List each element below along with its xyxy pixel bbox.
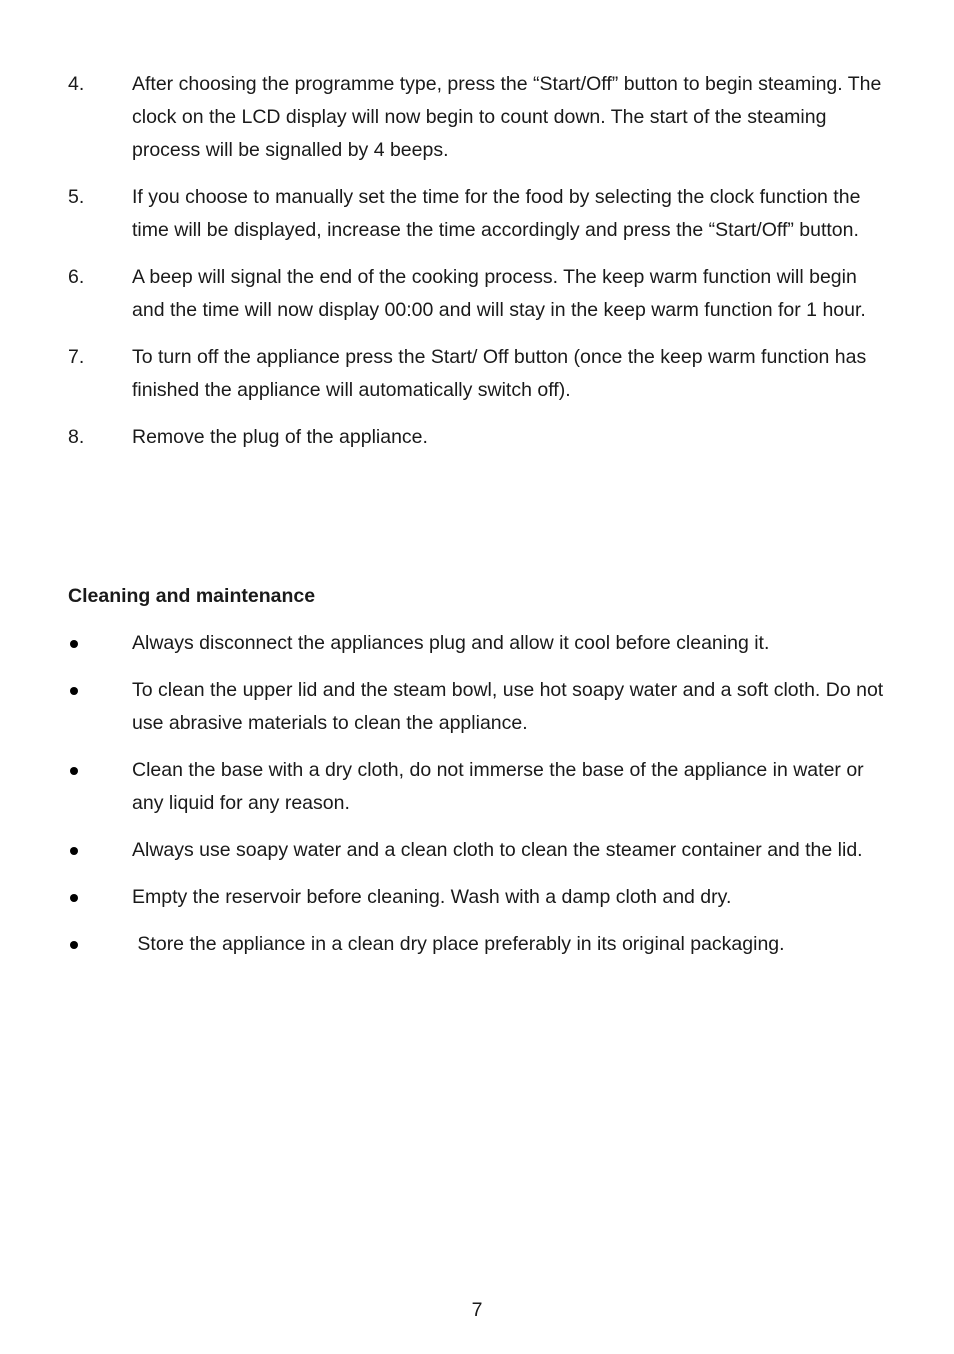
cleaning-list (68, 627, 888, 975)
step-text: After choosing the programme type, press the “Start/Off” button to begin steaming. The clock on the LCD display will now begin to count down. The start of the steaming process will be signalled by 4 beeps. (132, 73, 882, 161)
list-item-text: To clean the upper lid and the steam bowl, use hot soapy water and a soft cloth. Do not use abrasive materials to clean the appliance. (132, 679, 884, 734)
step-number: 8. (68, 426, 85, 448)
step-number: 6. (68, 266, 85, 288)
step-text: To turn off the appliance press the Start/ Off button (once the keep warm function has finished the appliance will automatically switch off). (132, 346, 867, 401)
list-item (68, 627, 888, 660)
step-item (68, 181, 888, 247)
steps-list (68, 68, 888, 468)
list-item-text: Always disconnect the appliances plug and allow it cool before cleaning it. (132, 632, 770, 654)
list-item (68, 881, 888, 914)
step-item (68, 421, 888, 454)
step-item (68, 261, 888, 327)
list-item (68, 928, 888, 961)
step-item (68, 341, 888, 407)
bullet-icon (68, 834, 132, 867)
step-text: If you choose to manually set the time for the food by selecting the clock function the time will be displayed, increase the time accordingly and press the “Start/Off” button. (132, 186, 861, 241)
list-item-text: Clean the base with a dry cloth, do not immerse the base of the appliance in water or any liquid for any reason. (132, 759, 864, 814)
step-number: 5. (68, 186, 85, 208)
step-number: 4. (68, 73, 85, 95)
list-item-text: Always use soapy water and a clean cloth to clean the steamer container and the lid. (132, 839, 863, 861)
list-item (68, 754, 888, 820)
bullet-icon (68, 754, 132, 787)
bullet-icon (68, 881, 132, 914)
bullet-icon (68, 928, 132, 961)
section-heading: Cleaning and maintenance (68, 585, 316, 607)
list-item-text: Store the appliance in a clean dry place preferably in its original packaging. (132, 933, 785, 955)
list-item-text: Empty the reservoir before cleaning. Wash with a damp cloth and dry. (132, 886, 732, 908)
page-number: 7 (471, 1299, 483, 1321)
bullet-icon (68, 627, 132, 660)
list-item (68, 674, 888, 740)
step-text: Remove the plug of the appliance. (132, 426, 428, 448)
step-number: 7. (68, 346, 85, 368)
list-item (68, 834, 888, 867)
step-item (68, 68, 888, 167)
bullet-icon (68, 674, 132, 707)
step-text: A beep will signal the end of the cooking process. The keep warm function will begin and the time will now display 00:00 and will stay in the keep warm function for 1 hour. (132, 266, 866, 321)
